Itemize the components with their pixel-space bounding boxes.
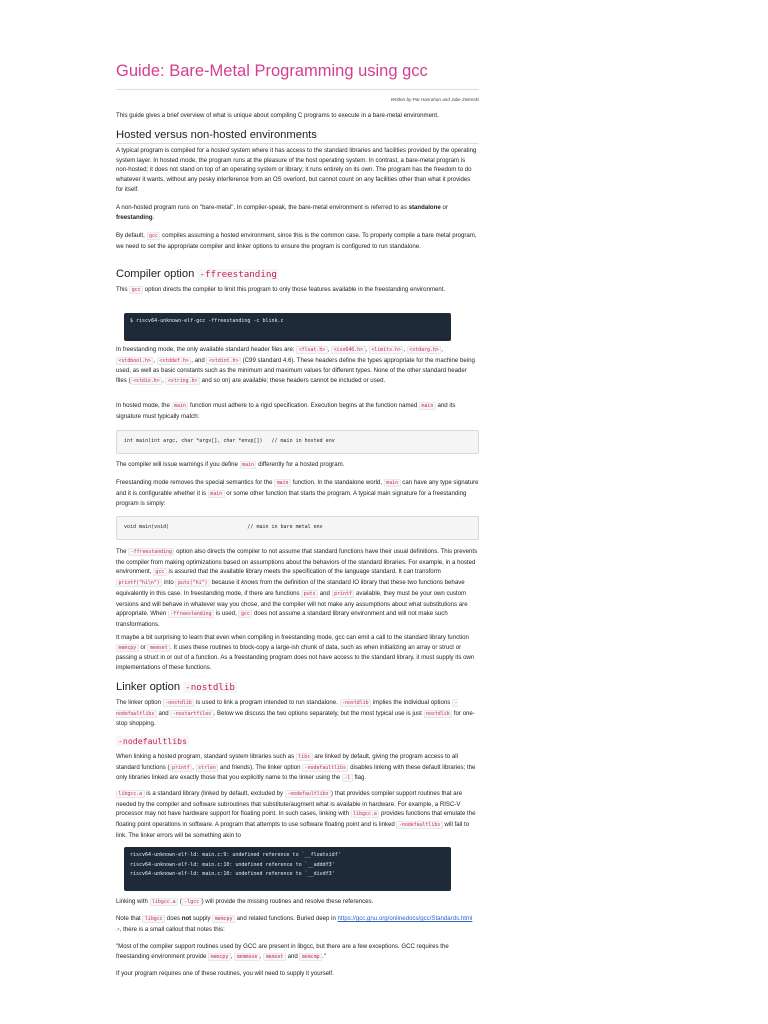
paragraph: When linking a hosted program, standard system libraries such as libc are linked by default, giving the program access to all standard functions ( printf , strlen and friends). The linker option -nodefaultlibs disables linking with these default libraries; the only libraries linked are exactly those that you explicitly name to the linker using the -l flag. xyxy=(116,753,476,782)
section-heading: Compiler option -ffreestanding xyxy=(116,268,277,280)
section-hosted xyxy=(116,128,479,142)
paragraph: In hosted mode, the main function must adhere to a rigid specification. Execution begins at the function named main and its signature must typically match: xyxy=(116,402,456,420)
page-title: Guide: Bare-Metal Programming using gcc xyxy=(116,62,428,80)
paragraph: If your program requires one of these routines, you will need to supply it yourself. xyxy=(116,970,334,977)
intro-paragraph: This guide gives a brief overview of what is unique about compiling C programs to execute in a bare-metal environment. xyxy=(116,112,439,119)
bare-main-code-block: void main(void) // main in bare metal env xyxy=(116,516,479,540)
quote-paragraph: "Most of the compiler support routines used by GCC are present in libgcc, but there are a few exceptions. GCC requires the freestanding environment provide memcpy , memmove , memset and memcmp ." xyxy=(116,943,449,960)
linker-error-code-block: riscv64-unknown-elf-ld: main.c:9: undefined reference to `__floatsidf' riscv64-unknown-elf-ld: main.c:10: undefined reference to `__adddf3' riscv64-unknown-elf-ld: main.c:10: undefined reference to `__divdf3' xyxy=(124,847,451,891)
subsection-nodefaultlibs: -nodefaultlibs xyxy=(118,736,188,746)
gcc-standards-link[interactable]: https://gcc.gnu.org/onlinedocs/gcc/Standards.html xyxy=(337,915,473,922)
paragraph: Freestanding mode removes the special semantics for the main function. In the standalone world, main can have any type signature and it is configurable whether it is main or some other function that starts the program. A typical main signature for a freestanding program is simply: xyxy=(116,479,479,508)
paragraph: It maybe a bit surprising to learn that even when compiling in freestanding mode, gcc can emit a call to the standard library function memcpy or memset . It uses these routines to block-copy a large-ish chunk of data, such as when initializing an array or struct or passing a struct in or out of a function. As a freestanding program does not have access to the standard library, it must supply its own implementations of these functions. xyxy=(116,634,475,672)
paragraph: Linking with libgcc.a ( -lgcc ) will provide the missing routines and resolve these references. xyxy=(116,898,374,905)
paragraph: The -ffreestanding option also directs the compiler to not assume that standard functions have their usual definitions. This prevents the compiler from making optimizations based on assumptions about the behaviors of the standard libraries. For example, in a hosted environment, gcc is assured that the available library meets the specification of the language standard. It can transform printf("hi\n") into puts("hi") because it knows from the definition of the standard IO library that these two functions behave equivalently in this case. In freestanding mode, if there are functions puts and printf available, they must be your own custom versions and will behave in whatever way you chose, and the compiler will not make any assumptions about what substitutions are appropriate. When -ffreestanding is used, gcc does not assume a standard library environment and will not make such transformations. xyxy=(116,548,478,628)
byline: Written by Pat Hanrahan and Julie Zelenski xyxy=(390,97,479,102)
section-linker-option xyxy=(116,680,479,695)
section-heading: Hosted versus non-hosted environments xyxy=(116,129,317,141)
paragraph: A non-hosted program runs on "bare-metal". In compiler-speak, the bare-metal environment is referred to as standalone or freestanding. xyxy=(116,204,448,221)
section-heading: Linker option -nostdlib xyxy=(116,681,235,693)
section-divider xyxy=(116,143,479,144)
title-divider xyxy=(116,89,479,90)
command-code-block: $ riscv64-unknown-elf-gcc -ffreestanding -c blink.c xyxy=(124,313,451,341)
paragraph: libgcc.a is a standard library (linked by default, excluded by -nodefaultlibs ) that provides compiler support routines that are needed by the compiler and software subroutines that substitute/augment what is available in hardware. For example, a RISC-V processor may not have hardware support for floating point. In such cases, linking with libgcc.a provides functions that emulate the floating point operations in software. A program that attempts to use software floating point and is linked -nodefaultlibs will fail to link. The linker errors will be something akin to xyxy=(116,790,476,839)
paragraph: The compiler will issue warnings if you define main differently for a hosted program. xyxy=(116,461,345,468)
section-compiler-option xyxy=(116,267,479,282)
paragraph: In freestanding mode, the only available standard header files are: <float.h> , <iso646.h> , <limits.h> , <stdarg.h> , <stdbool.h> , <stddef.h> , and <stdint.h> (C99 standard 4.6). These headers define the types appropriate for the machine being used, as well as basic constants such as the minimum and maximum values for different types. None of the other standard header files ( <stdio.h> , <string.h> and so on) are available; these headers cannot be included or used. xyxy=(116,346,475,385)
hosted-main-code-block: int main(int argc, char *argv[], char *envp[]) // main in hosted env xyxy=(116,430,479,454)
paragraph: A typical program is compiled for a hosted system where it has access to the standard libraries and facilities provided by the operating system layer. In hosted mode, the program runs at the pleasure of the host operating system. In contrast, a bare-metal program is non-hosted; it does not stand on top of an operating system or library; it runs entirely on its own. The program has the freedom to do whatever it wants, without any pesky interference from an OS overlord, but cannot count on any facilities other than what it provides for itself. xyxy=(116,147,477,193)
paragraph: This gcc option directs the compiler to limit this program to only those features available in the freestanding environment. xyxy=(116,286,446,293)
external-link-icon: ↗ xyxy=(116,926,120,932)
paragraph: By default, gcc compiles assuming a hosted environment, since this is the common case. To properly compile a bare metal program, we need to set the appropriate compiler and linker options to ensure the program is configured to run standalone. xyxy=(116,232,477,250)
paragraph: Note that libgcc does not supply memcpy and related functions. Buried deep in https://gcc.gnu.org/onlinedocs/gcc/Standards.html ↗, there is a small callout that notes this: xyxy=(116,915,473,933)
paragraph: The linker option -nostdlib is used to link a program intended to run standalone. -nostdlib implies the individual options -nodefaultlibs and -nostartfiles . Below we discuss the two options separately, but the most typical use is just nostdlib for one-stop shopping. xyxy=(116,699,475,728)
